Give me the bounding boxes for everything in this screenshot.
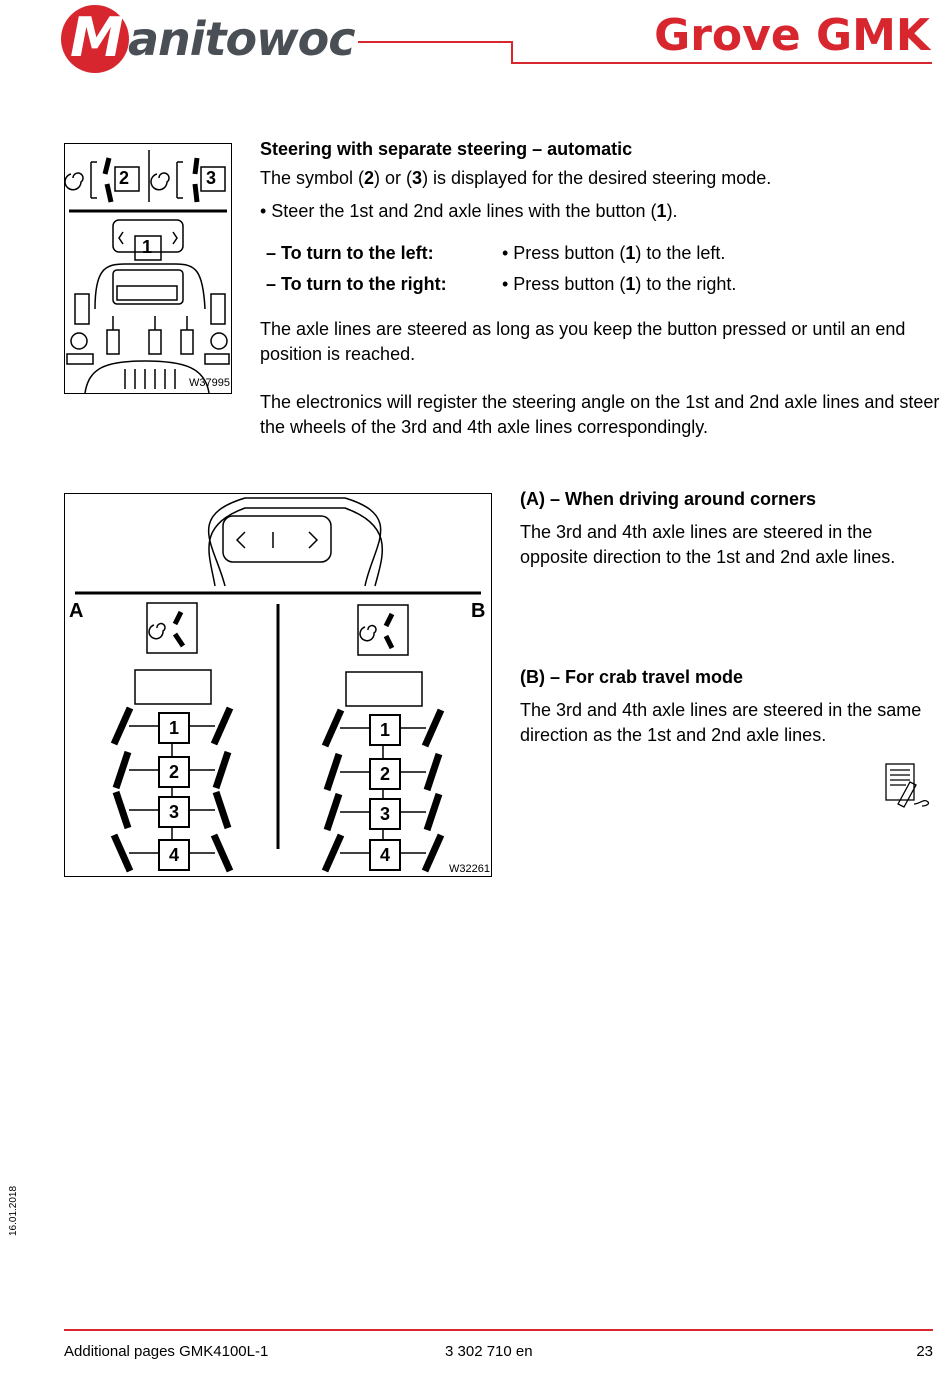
- paragraph-axle-steered: The axle lines are steered as long as you keep the button pressed or until an end position is reached.: [260, 319, 906, 364]
- turn-right-action: • Press button (1) to the right.: [502, 274, 737, 294]
- control-panel-figure: [64, 143, 232, 394]
- footer-document: Additional pages GMK4100L-1: [64, 1343, 269, 1360]
- steer-bullet: • Steer the 1st and 2nd axle lines with the button (1).: [260, 201, 678, 221]
- axle-number-b-1: 1: [369, 714, 401, 746]
- wheel-a-right-4: [214, 835, 230, 871]
- brand-title: Grove GMK: [654, 10, 930, 61]
- wheel-b-right-1: [425, 710, 441, 746]
- wheel-b-right-3: [427, 794, 439, 830]
- print-date: 16.01.2018: [8, 1185, 19, 1236]
- turn-left-label: – To turn to the left:: [266, 243, 434, 263]
- wheel-b-left-2: [327, 754, 339, 790]
- axle-steering-figure: [64, 493, 492, 877]
- wheel-b-left-3: [327, 794, 339, 830]
- axle-number-a-4: 4: [158, 839, 190, 871]
- axle-number-b-4: 4: [369, 839, 401, 871]
- figure-label-1: 1: [142, 237, 153, 257]
- wheel-b-left-1: [325, 710, 341, 746]
- figure-letter-b: B: [471, 600, 486, 622]
- wheel-a-left-2: [116, 752, 128, 788]
- axle-number-a-1: 1: [158, 712, 190, 744]
- figure-code: W37995: [189, 377, 230, 389]
- footer-code: 3 302 710 en: [445, 1343, 533, 1360]
- wheel-a-right-1: [214, 708, 230, 744]
- wheel-b-right-4: [425, 835, 441, 871]
- wheel-b-right-2: [427, 754, 439, 790]
- paragraph-electronics: The electronics will register the steering angle on the 1st and 2nd axle lines and steer the wheels of the 3rd and 4th axle lines correspondingly.: [260, 392, 940, 437]
- wheel-a-right-3: [216, 792, 228, 828]
- figure-code: W32261: [449, 863, 490, 875]
- section-title: Steering with separate steering – automatic: [260, 139, 633, 159]
- axle-number-b-3: 3: [369, 798, 401, 830]
- logo-m: M: [70, 6, 124, 69]
- wheel-b-left-4: [325, 835, 341, 871]
- figure-label-3: 3: [206, 168, 217, 188]
- corners-text: The 3rd and 4th axle lines are steered in the opposite direction to the 1st and 2nd axle lines.: [520, 522, 896, 567]
- wheel-a-right-2: [216, 752, 228, 788]
- footer-page-number: 23: [916, 1343, 933, 1360]
- symbol-line: The symbol (2) or (3) is displayed for the desired steering mode.: [260, 168, 772, 188]
- axle-number-b-2: 2: [369, 758, 401, 790]
- figure-label-2: 2: [119, 168, 130, 188]
- crab-text: The 3rd and 4th axle lines are steered in the same direction as the 1st and 2nd axle lines.: [520, 700, 922, 745]
- crab-title: (B) – For crab travel mode: [520, 667, 744, 687]
- wheel-a-left-4: [114, 835, 130, 871]
- turn-right-label: – To turn to the right:: [266, 274, 447, 294]
- axle-number-a-3: 3: [158, 796, 190, 828]
- wheel-a-left-1: [114, 708, 130, 744]
- manual-note-icon: [884, 760, 932, 808]
- wheel-a-left-3: [116, 792, 128, 828]
- turn-left-action: • Press button (1) to the left.: [502, 243, 726, 263]
- logo-text: anitowoc: [128, 12, 355, 66]
- axle-number-a-2: 2: [158, 756, 190, 788]
- footer-rule: [64, 1329, 933, 1331]
- corners-title: (A) – When driving around corners: [520, 489, 817, 509]
- figure-letter-a: A: [69, 600, 84, 622]
- axle-steering-drawing: [65, 494, 491, 876]
